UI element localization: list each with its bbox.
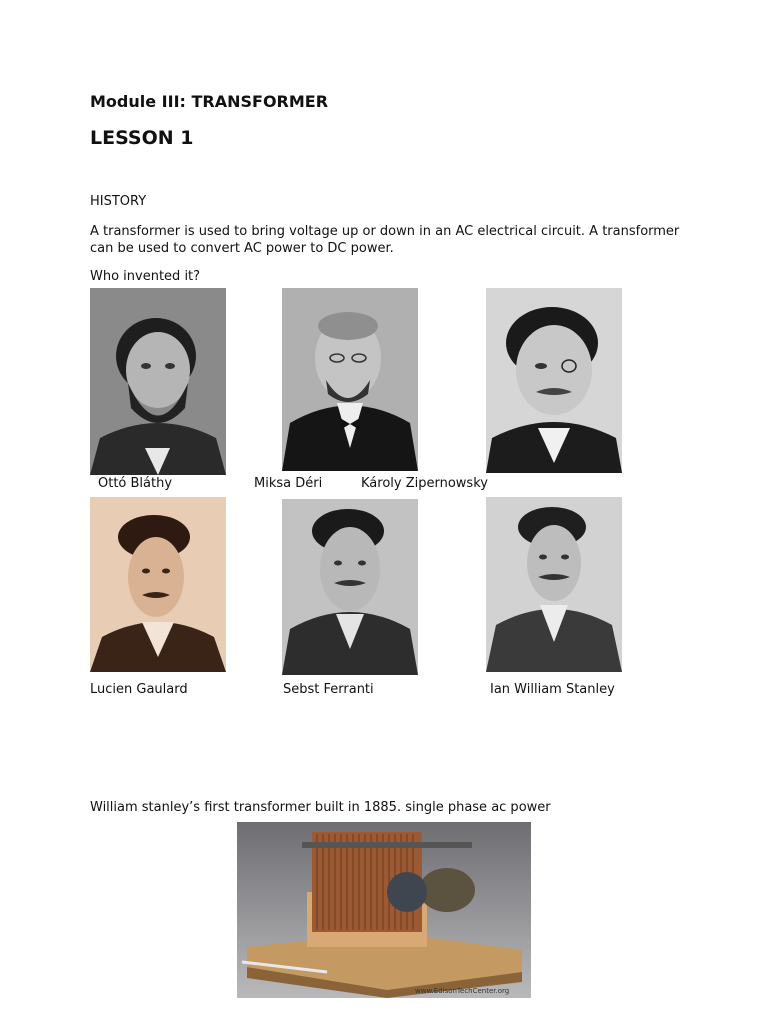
lesson-title: LESSON 1: [90, 127, 194, 149]
caption-karoly-zipernowsky: Károly Zipernowsky: [361, 476, 488, 491]
caption-sebst-ferranti: Sebst Ferranti: [283, 682, 374, 697]
portrait-ian-william-stanley: [486, 497, 622, 672]
portrait-miksa-deri: [282, 288, 418, 471]
portrait-lucien-gaulard: [90, 497, 226, 672]
portrait-otto-blathy: [90, 288, 226, 475]
caption-miksa-deri: Miksa Déri: [254, 476, 323, 491]
caption-lucien-gaulard: Lucien Gaulard: [90, 682, 188, 697]
portrait-karoly-zipernowsky: [486, 288, 622, 473]
caption-otto-blathy: Ottó Bláthy: [98, 476, 173, 491]
portrait-sebst-ferranti: [282, 499, 418, 675]
module-title: Module III: TRANSFORMER: [90, 92, 329, 111]
intro-line-2: can be used to convert AC power to DC power.: [90, 241, 394, 256]
question-text: Who invented it?: [90, 269, 201, 284]
intro-line-1: A transformer is used to bring voltage up or down in an AC electrical circuit. A transformer: [90, 224, 680, 239]
edison-watermark: www.EdisonTechCenter.org: [415, 987, 510, 995]
stanley-transformer-photo: [237, 822, 531, 998]
section-heading: HISTORY: [90, 194, 147, 209]
caption-ian-william-stanley: Ian William Stanley: [490, 682, 615, 697]
stanley-transformer-caption: William stanley’s first transformer built in 1885. single phase ac power: [90, 800, 551, 815]
